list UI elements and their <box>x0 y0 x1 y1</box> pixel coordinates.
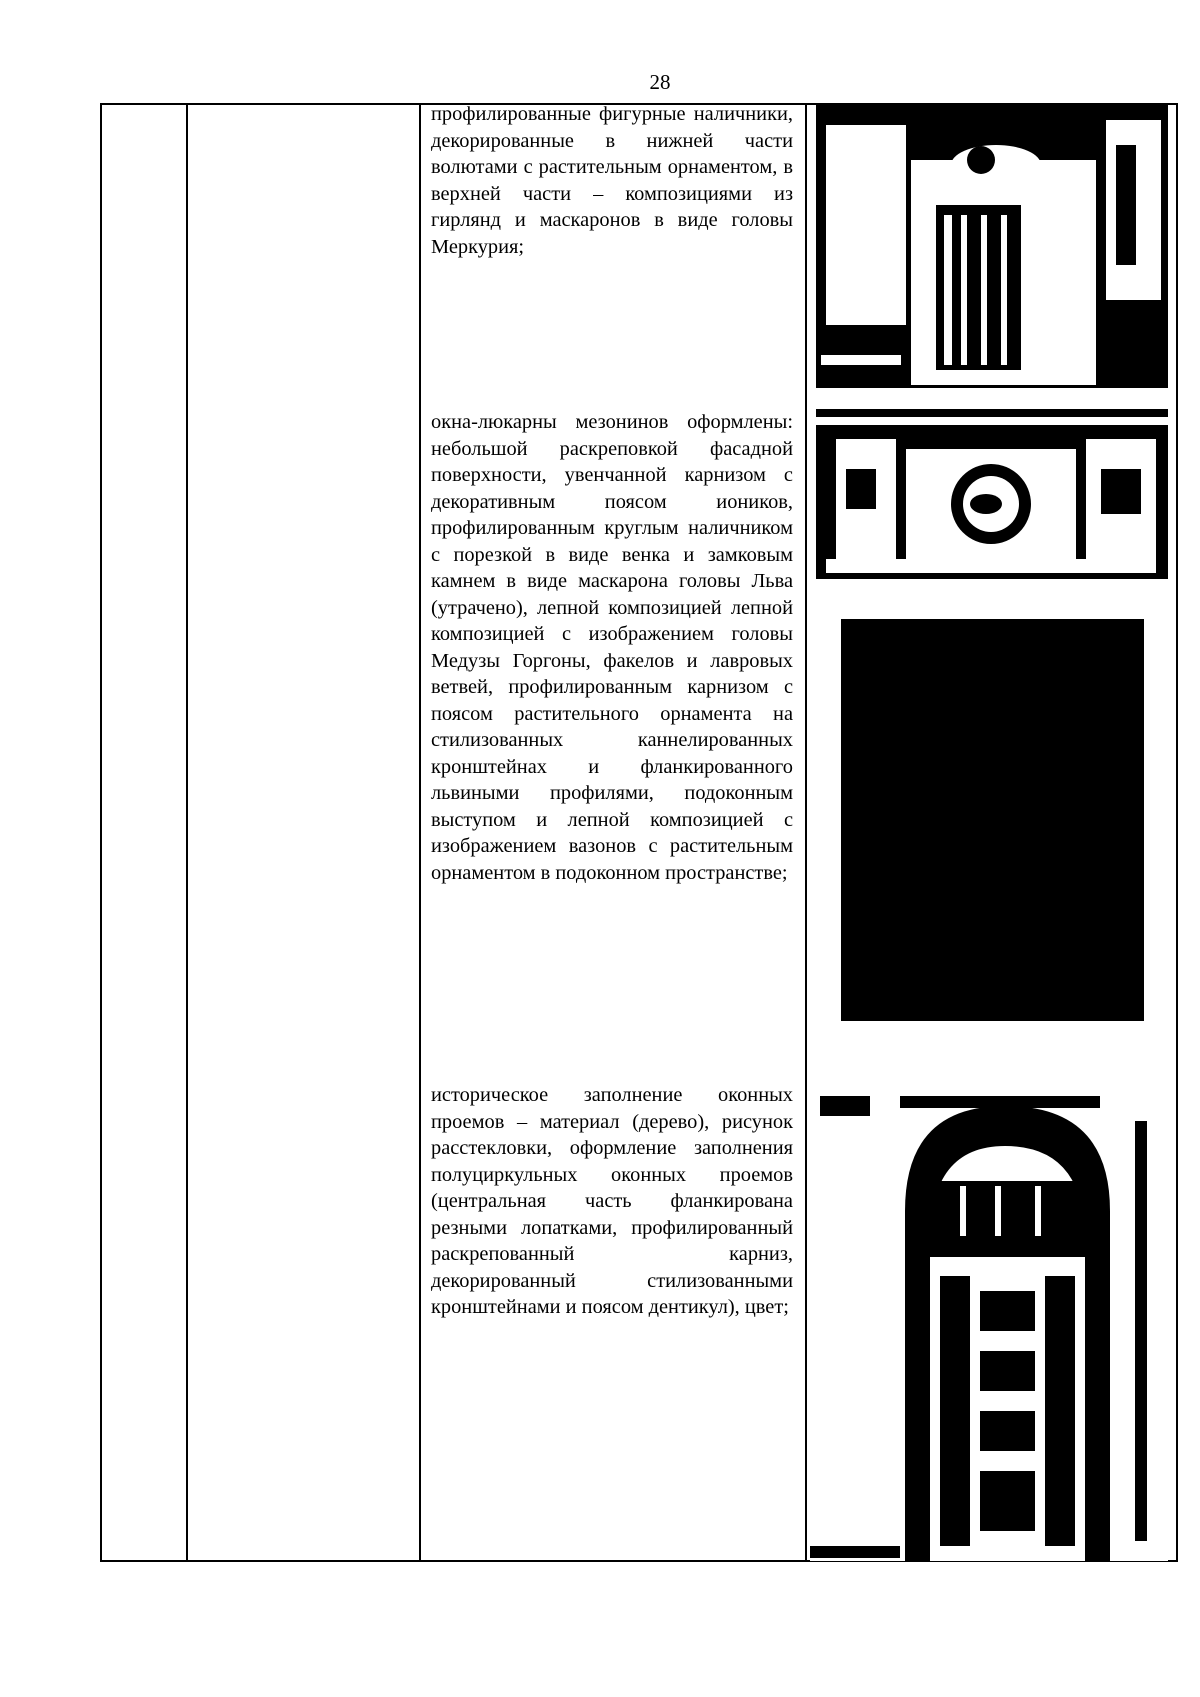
window-surround-photo <box>816 105 1168 388</box>
page-number: 28 <box>649 70 671 94</box>
missing-photo <box>841 619 1144 1021</box>
column-border <box>1176 103 1178 1562</box>
objects-table <box>100 103 1178 1562</box>
column-border <box>186 103 188 1562</box>
row-description: историческое заполнение оконных проемов – материал (дерево), рисунок расстекловки, оформление заполнения полуциркульных оконных проемов (центральная часть фланкирована резными лопатками, профилированный раскрепованный карниз, декорированный стилизованными кронштейнами и поясом дентикул), цвет; <box>431 1084 793 1318</box>
column-border <box>805 103 807 1562</box>
arched-window-photo <box>810 1091 1168 1561</box>
column-border <box>419 103 421 1562</box>
column-border <box>100 103 102 1562</box>
row-description: окна-люкарны мезонинов оформлены: небольшой раскреповкой фасадной поверхности, увенчанной карнизом с декоративным поясом иоников, профилированным круглым наличником с порезкой в виде венка и замковым камнем в виде маскарона головы Льва (утрачено), лепной композицией лепной композицией с изображением головы Медузы Горгоны, факелов и лавровых ветвей, профилированным карнизом с поясом растительного орнамента на стилизованных каннелированных кронштейнах и фланкированного львиными профилями, подоконным выступом и лепной композицией с изображением вазонов с растительным орнаментом в подоконном пространстве; <box>431 411 793 884</box>
dormer-window-photo <box>816 409 1168 579</box>
row-description: профилированные фигурные наличники, декорированные в нижней части волютами с растительным орнаментом, в верхней части – композициями из гирлянд и маскаронов в виде головы Меркурия; <box>431 103 793 258</box>
